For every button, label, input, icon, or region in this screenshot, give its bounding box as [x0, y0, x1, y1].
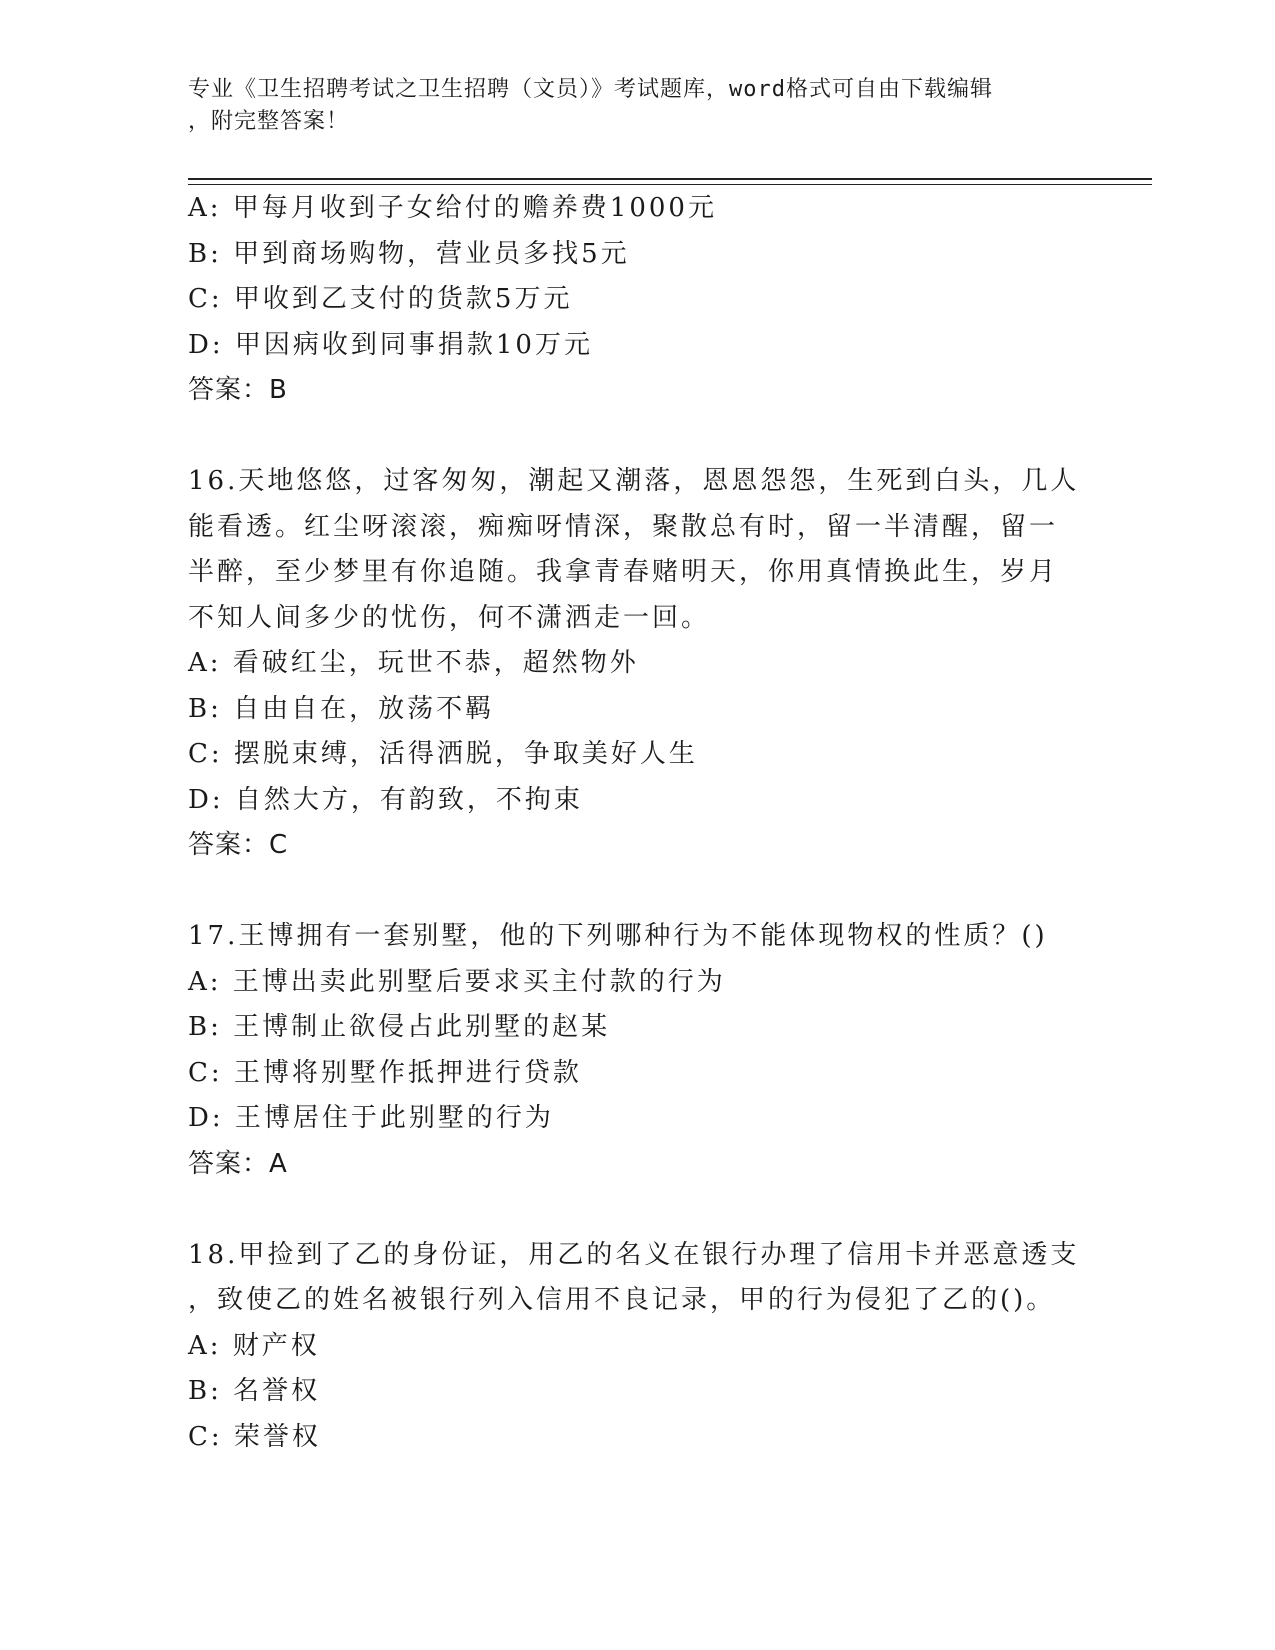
option-b: B: 名誉权 — [188, 1376, 321, 1406]
header-rule-thick — [188, 178, 1152, 180]
question-line: 16.天地悠悠，过客匆匆，潮起又潮落，恩恩怨怨，生死到白头，几人 — [188, 466, 1080, 496]
question-text — [188, 914, 1088, 960]
option-a: A: 甲每月收到子女给付的赡养费1000元 — [188, 193, 717, 223]
question-16 — [188, 459, 1088, 869]
question-line: 不知人间多少的忧伤，何不潇洒走一回。 — [188, 602, 711, 633]
option-d: D: 王博居住于此别墅的行为 — [188, 1103, 554, 1133]
question-15 — [188, 186, 1088, 414]
option-c: C: 荣誉权 — [188, 1421, 321, 1452]
question-text — [188, 459, 1088, 641]
header-line-1: 专业《卫生招聘考试之卫生招聘（文员）》考试题库，word格式可自由下载编辑 — [188, 77, 993, 102]
option-b: B: 甲到商场购物，营业员多找5元 — [188, 238, 630, 269]
spacer — [188, 414, 1088, 460]
option-c: C: 摆脱束缚，活得洒脱，争取美好人生 — [188, 739, 698, 769]
header-line-2: ，附完整答案！ — [188, 109, 350, 134]
option-a: A: 财产权 — [188, 1330, 320, 1361]
answer: 答案：A — [188, 1148, 288, 1179]
question-text — [188, 1233, 1088, 1324]
question-18 — [188, 1233, 1088, 1461]
answer: 答案：B — [188, 375, 288, 405]
option-b: B: 自由自在，放荡不羁 — [188, 693, 495, 724]
option-b: B: 王博制止欲侵占此别墅的赵某 — [188, 1012, 611, 1042]
question-line: 17.王博拥有一套别墅，他的下列哪种行为不能体现物权的性质？() — [188, 921, 1048, 951]
spacer — [188, 869, 1088, 915]
option-d: D: 甲因病收到同事捐款10万元 — [188, 329, 593, 360]
option-c: C: 王博将别墅作抵押进行贷款 — [188, 1057, 582, 1088]
option-a: A: 王博出卖此别墅后要求买主付款的行为 — [188, 966, 726, 997]
header-rule-thin — [188, 184, 1152, 185]
question-line: 18.甲捡到了乙的身份证，用乙的名义在银行办理了信用卡并恶意透支 — [188, 1239, 1080, 1270]
answer: 答案：C — [188, 830, 289, 860]
option-c: C: 甲收到乙支付的货款5万元 — [188, 284, 573, 314]
option-d: D: 自然大方，有韵致，不拘束 — [188, 784, 583, 815]
question-line: 能看透。红尘呀滚滚，痴痴呀情深，聚散总有时，留一半清醒，留一 — [188, 511, 1059, 542]
question-list — [188, 186, 1088, 1460]
question-17 — [188, 914, 1088, 1187]
question-line: ，致使乙的姓名被银行列入信用不良记录，甲的行为侵犯了乙的()。 — [188, 1285, 1056, 1315]
document-header — [188, 74, 1088, 138]
spacer — [188, 1187, 1088, 1233]
question-line: 半醉，至少梦里有你追随。我拿青春赌明天，你用真情换此生，岁月 — [188, 557, 1059, 587]
option-a: A: 看破红尘，玩世不恭，超然物外 — [188, 648, 639, 678]
